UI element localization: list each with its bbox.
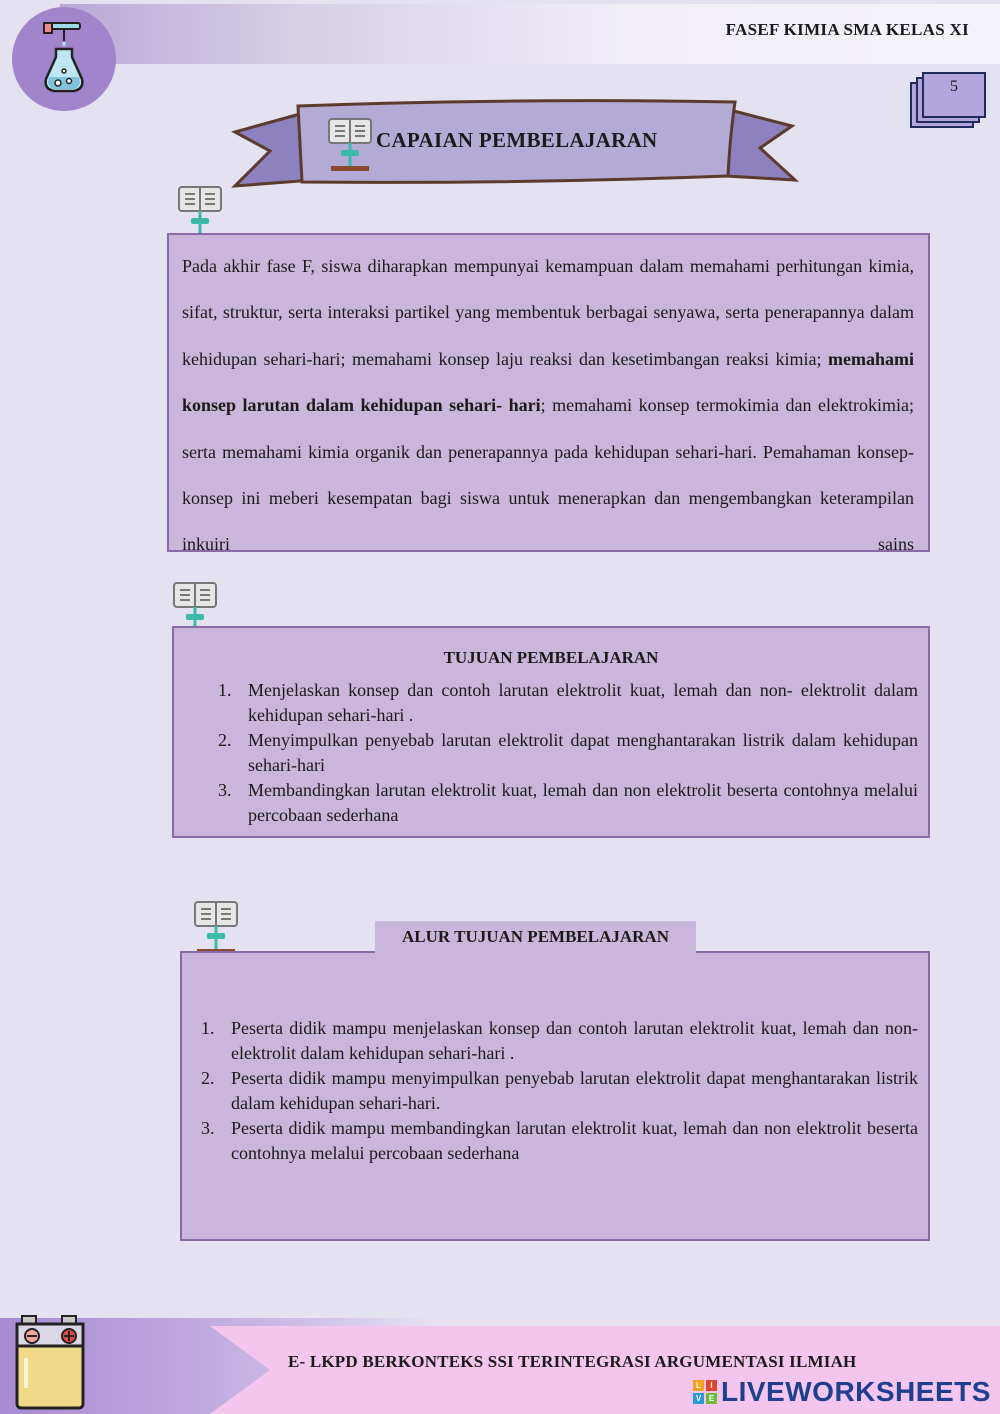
header-title: FASEF KIMIA SMA KELAS XI [725, 20, 969, 39]
tujuan-title: TUJUAN PEMBELAJARAN [443, 648, 659, 667]
list-item: 2. Peserta didik mampu menyimpulkan penyebab larutan elektrolit dapat menghantarakan listrik dalam kehidupan sehari-hari. [201, 1068, 918, 1113]
list-item: 1. Menjelaskan konsep dan contoh larutan elektrolit kuat, lemah dan non- elektrolit dalam kehidupan sehari-hari . [218, 680, 918, 725]
battery-icon [14, 1314, 90, 1410]
tujuan-box [172, 626, 930, 838]
list-item: 3. Peserta didik mampu membandingkan larutan elektrolit kuat, lemah dan non elektrolit beserta contohnya melalui percobaan sederhana [201, 1118, 918, 1163]
liveworksheets-logo[interactable] [693, 1375, 991, 1409]
list-item: 3. Membandingkan larutan elektrolit kuat, lemah dan non elektrolit beserta contohnya melalui percobaan sederhana [218, 780, 918, 825]
capaian-bold-text: memahami konsep larutan dalam kehidupan sehari- hari [182, 348, 914, 416]
capaian-paragraph: Pada akhir fase F, siswa diharapkan mempunyai kemampuan dalam memahami perhitungan kimia, sifat, struktur, serta interaksi partikel yang membentuk berbagai senyawa, serta penerapannya dalam kehidupan sehari-hari; memahami konsep laju reaksi dan kesetimbangan reaksi kimia; memahami konsep larutan dalam kehidupan sehari- hari; memahami konsep termokimia dan elektrokimia; serta memahami kimia organik dan penerapannya pada kehidupan sehari-hari. Pemahaman konsep-konsep ini meberi kesempatan bagi siswa untuk menerapkan dan mengembangkan keterampilan inkuiri sains [182, 256, 914, 555]
alur-title: ALUR TUJUAN PEMBELAJARAN [375, 921, 696, 953]
book-plant-icon [192, 899, 240, 959]
liveworksheets-logo-icon: L I V E [693, 1380, 717, 1404]
capaian-title: CAPAIAN PEMBELAJARAN [376, 128, 658, 152]
chemistry-flask-icon [12, 7, 116, 111]
liveworksheets-brand: LIVEWORKSHEETS [721, 1376, 991, 1407]
page-number-badge [906, 70, 986, 130]
alur-list [201, 1016, 918, 1166]
page-number: 5 [922, 72, 986, 118]
footer-title: E- LKPD BERKONTEKS SSI TERINTEGRASI ARGUMENTASI ILMIAH [288, 1352, 857, 1371]
book-plant-icon [326, 116, 374, 176]
tujuan-list [218, 678, 918, 828]
list-item: 2. Menyimpulkan penyebab larutan elektrolit dapat menghantarakan listrik dalam kehidupan sehari-hari [218, 730, 918, 775]
list-item: 1. Peserta didik mampu menjelaskan konsep dan contoh larutan elektrolit kuat, lemah dan non- elektrolit dalam kehidupan sehari-hari . [201, 1018, 918, 1063]
alur-box [180, 951, 930, 1241]
capaian-box [167, 233, 930, 555]
